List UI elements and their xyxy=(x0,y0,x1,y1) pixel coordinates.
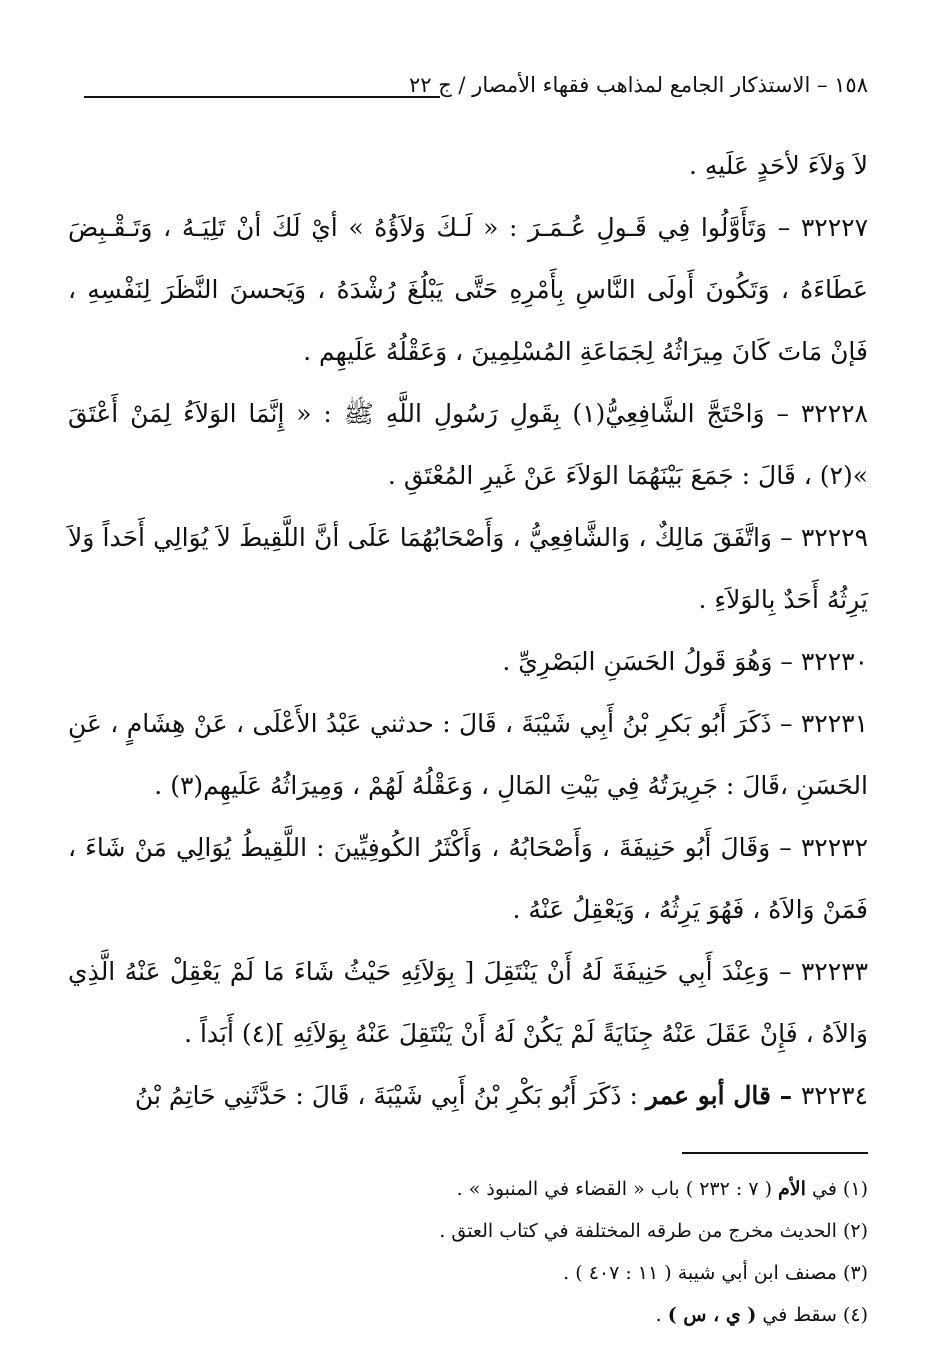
footnote-label: (٤) سقط في xyxy=(756,1304,868,1326)
paragraph-number: ٣٢٢٣٠ xyxy=(800,647,868,676)
footnote-label: (٣) xyxy=(836,1262,868,1284)
paragraph-number: ٣٢٢٢٧ xyxy=(800,213,868,242)
footnote-text: مصنف ابن أبي شيبة ( ١١ : ٤٠٧ ) . xyxy=(563,1262,837,1284)
paragraph-number: ٣٢٢٣٣ xyxy=(800,957,868,986)
paragraph-number: ٣٢٢٣٢ xyxy=(800,833,868,862)
footnote-text: ( ٧ : ٢٣٢ ) باب « القضاء في المنبوذ » . xyxy=(456,1178,779,1200)
paragraph-text: – وَاحْتَجَّ الشَّافِعِيُّ(١) بِقَولِ رَسُولِ اللَّهِ ﷺ : « إِنَّمَا الوَلاَءُ لِمَنْ أَعْتَقَ »(٢) ، قَالَ : جَمَعَ بَيْنَهُمَا الوَلاَءَ عَنْ غَيرِ المُعْتَقِ . xyxy=(68,399,868,490)
footnote-bold: ( ي ، س ) xyxy=(667,1304,757,1326)
footnote-rule xyxy=(682,1152,868,1154)
footnotes xyxy=(68,1168,868,1336)
paragraph-32229 xyxy=(68,507,868,631)
paragraph-lead: – قال أبو عمر xyxy=(645,1081,801,1110)
page-header-title: ١٥٨ – الاستذكار الجامع لمذاهب فقهاء الأمصار / ج ٢٢ xyxy=(408,73,868,97)
footnote-bold: الأم xyxy=(778,1178,806,1200)
footnote-label: (١) في xyxy=(805,1178,868,1200)
paragraph-32227 xyxy=(68,197,868,383)
footnote-text: . xyxy=(655,1304,668,1326)
paragraph-32233 xyxy=(68,941,868,1065)
footnote-3 xyxy=(68,1252,868,1294)
paragraph-text: – وَتَأَوَّلُوا فِي قَـولِ عُـمَـرَ : « لَـكَ وَلاَؤُهُ » أيْ لَكَ أنْ تَلِيَـهُ ، وَتَـقْـبِضَ عَطَاءَهُ ، وَتَكُونَ أَولَى النَّاسِ بِأَمْرِهِ حَتَّى يَبْلُغَ رُشْدَهُ ، وَيَحسنَ النَّظَرَ لِنَفْسِهِ ، فَإنْ مَاتَ كَانَ مِيرَاثُهُ لِجَمَاعَةِ المُسْلِمِينَ ، وَعَقْلُهُ عَلَيهِم . xyxy=(68,213,868,366)
paragraph-number: ٣٢٢٣٤ xyxy=(800,1081,868,1110)
paragraph-number: ٣٢٢٣١ xyxy=(800,709,868,738)
paragraph-text: : ذَكَرَ أَبُو بَكْرِ بْنُ أَبِي شَيْبَةَ ، قَالَ : حَدَّثَنِي حَاتِمُ بْنُ xyxy=(134,1081,646,1110)
paragraph-number: ٣٢٢٢٩ xyxy=(800,523,868,552)
paragraph-32231 xyxy=(68,693,868,817)
footnote-4 xyxy=(68,1294,868,1336)
main-text xyxy=(68,135,868,1127)
paragraph-text: – وَهُوَ قَولُ الحَسَنِ البَصْرِيِّ . xyxy=(502,647,801,676)
paragraph-32234 xyxy=(68,1065,868,1127)
footnote-1 xyxy=(68,1168,868,1210)
paragraph-32230 xyxy=(68,631,868,693)
paragraph-text: – وَقَالَ أَبُو حَنِيفَةَ ، وَأَصْحَابُهُ ، وَأَكْثَرُ الكُوفِيِّينَ : اللَّقِيطُ يُوَالِي مَنْ شَاءَ ، فَمَنْ وَالاَهُ ، فَهُوَ يَرِثُهُ ، وَيَعْقِلُ عَنْهُ . xyxy=(68,833,868,924)
paragraph-number: ٣٢٢٢٨ xyxy=(800,399,868,428)
footnote-2 xyxy=(68,1210,868,1252)
header-rule xyxy=(84,96,440,98)
running-header xyxy=(68,70,868,104)
paragraph-text: – ذَكَرَ أَبُو بَكرِ بْنُ أَبِي شَيْبَةَ ، قَالَ : حدثني عَبْدُ الأَعْلَى ، عَنْ هِشَامٍ ، عَنِ الحَسَنِ ،قَالَ : جَرِيرَتُهُ فِي بَيْتِ المَالِ ، وَعَقْلُهُ لَهُمْ ، وَمِيرَاثُهُ عَلَيهِم(٣) . xyxy=(68,709,868,800)
footnote-label: (٢) xyxy=(836,1220,868,1242)
paragraph-continuation: لاَ وَلاَءَ لأحَدٍ عَلَيهِ . xyxy=(688,151,868,180)
paragraph-text: – وَاتَّفَقَ مَالِكٌ ، وَالشَّافِعِيُّ ، وَأَصْحَابُهُمَا عَلَى أنَّ اللَّقِيطَ لاَ يُوَالِي أَحَداً وَلاَ يَرِثُهُ أَحَدٌ بِالوَلاَءِ . xyxy=(68,523,868,614)
paragraph-32228 xyxy=(68,383,868,507)
footnote-text: الحديث مخرج من طرقه المختلفة في كتاب العتق . xyxy=(439,1220,837,1242)
paragraph-32232 xyxy=(68,817,868,941)
paragraph-text: – وَعِنْدَ أَبِي حَنِيفَةَ لَهُ أَنْ يَنْتَقِلَ [ بِوَلاَئِهِ حَيْثُ شَاءَ مَا لَمْ يَعْقِلْ عَنْهُ الَّذِي وَالاَهُ ، فَإِنْ عَقَلَ عَنْهُ جِنَايَةً لَمْ يَكُنْ لَهُ أَنْ يَنْتَقِلَ عَنْهُ بِوَلاَئِهِ ](٤) أَبَداً . xyxy=(68,957,868,1048)
